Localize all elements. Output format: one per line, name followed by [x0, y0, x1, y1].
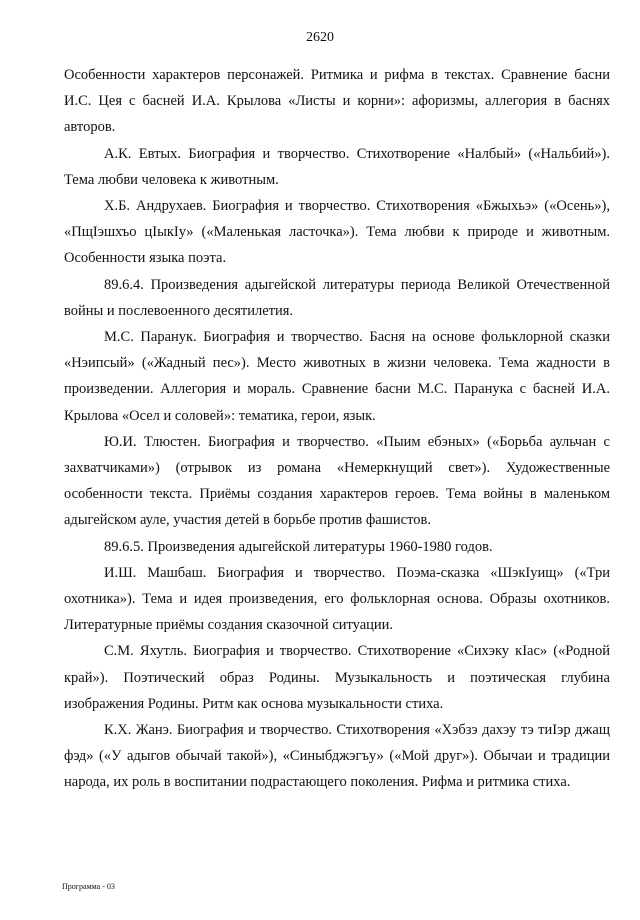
section-heading-89-6-4: 89.6.4. Произведения адыгейской литературы периода Великой Отечественной войны и послевоенного десятилетия. — [64, 276, 610, 319]
paragraph-zhane: К.Х. Жанэ. Биография и творчество. Стихотворения «Хэбзэ дахэу тэ тиIэр джащ фэд» («У адыгов обычай такой»), «Синыбджэгъу» («Мой друг»). Обычаи и традиции народа, их роль в воспитании подрастающего поколения. Рифма и ритмика стиха. — [64, 722, 610, 791]
document-body — [64, 62, 610, 796]
paragraph-andrukhaev: Х.Б. Андрухаев. Биография и творчество. Стихотворения «Бжыхьэ» («Осень»), «ПщIэшхъо цIыкIу» («Маленькая ласточка»). Тема любви к природе и животным. Особенности языка поэта. — [64, 198, 610, 267]
page-number: 2620 — [306, 30, 334, 45]
paragraph-mashbash: И.Ш. Машбаш. Биография и творчество. Поэма-сказка «ШэкIуищ» («Три охотника»). Тема и идея произведения, его фольклорная основа. Образы охотников. Литературные приёмы создания сказочной ситуации. — [64, 564, 610, 634]
paragraph-tlyusten: Ю.И. Тлюстен. Биография и творчество. «Пыим ебэных» («Борьба аульчан с захватчиками») (отрывок из романа «Немеркнущий свет»). Художественные особенности текста. Приёмы создания характеров героев. Тема войны в маленьком адыгейском ауле, участия детей в борьбе против фашистов. — [64, 433, 610, 529]
paragraph-evtykh: А.К. Евтых. Биография и творчество. Стихотворение «Налбый» («Нальбий»). Тема любви человека к животным. — [64, 145, 610, 188]
paragraph-paranuk: М.С. Паранук. Биография и творчество. Басня на основе фольклорной сказки «Нэипсый» («Жадный пес»). Место животных в жизни человека. Тема жадности в произведении. Аллегория и мораль. Сравнение басни М.С. Паранука с басней И.А. Крылова «Осел и соловей»: тематика, герои, язык. — [64, 329, 610, 424]
footer-label: Программа - 03 — [62, 882, 115, 891]
paragraph-continuation: Особенности характеров персонажей. Ритмика и рифма в текстах. Сравнение басни И.С. Цея с басней И.А. Крылова «Листы и корни»: афоризмы, аллегория в баснях авторов. — [64, 67, 610, 136]
paragraph-yakhutl: С.М. Яхутль. Биография и творчество. Стихотворение «Сихэку кIас» («Родной край»). Поэтический образ Родины. Музыкальность и поэтическая глубина изображения Родины. Ритм как основа музыкальности стиха. — [64, 643, 610, 712]
section-heading-89-6-5: 89.6.5. Произведения адыгейской литературы 1960-1980 годов. — [104, 538, 493, 555]
